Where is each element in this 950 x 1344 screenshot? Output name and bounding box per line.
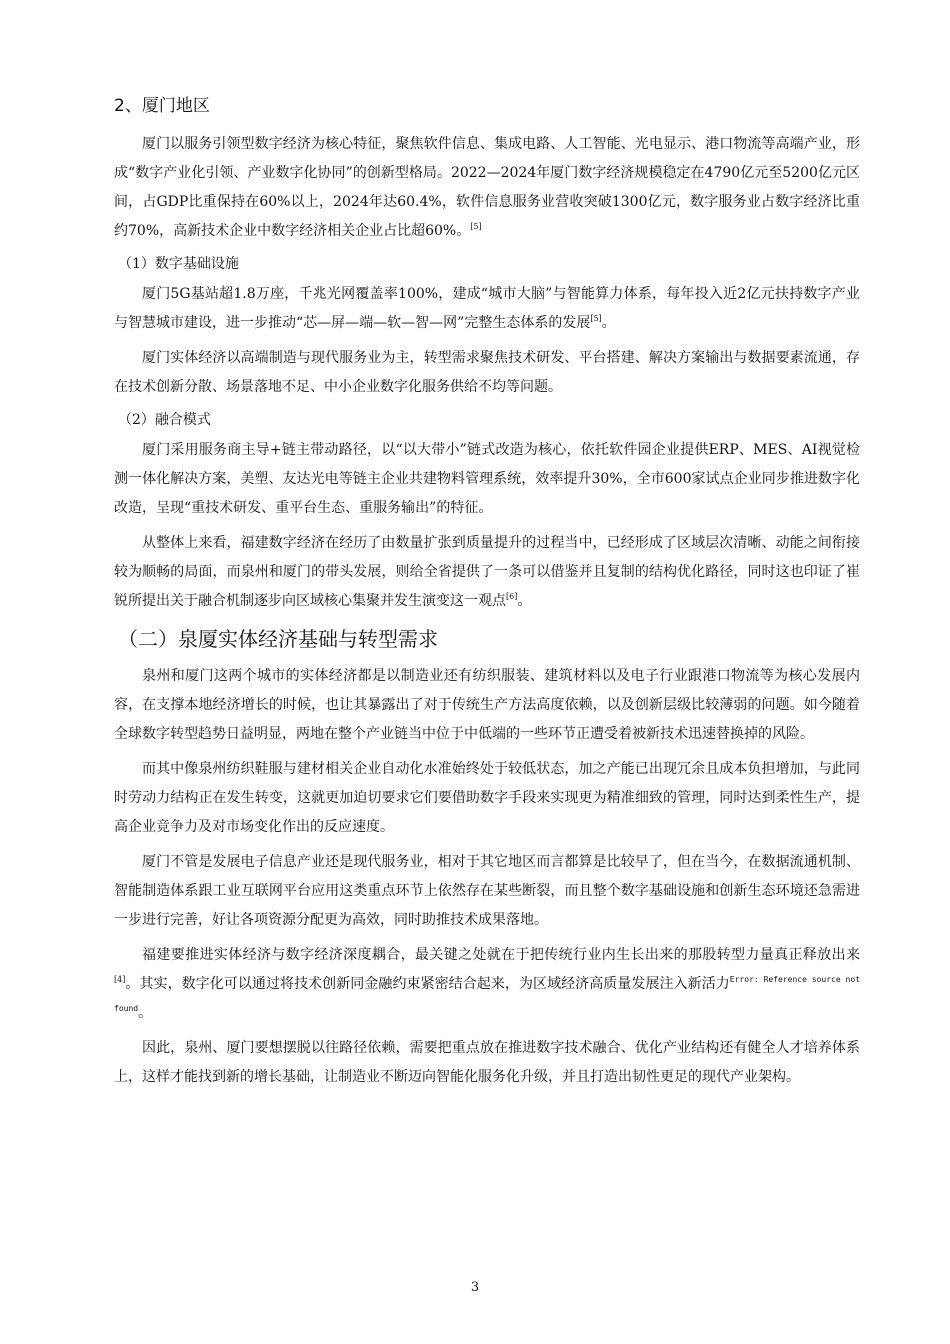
- citation-ref: [5]: [590, 314, 602, 323]
- section-heading-xiamen: 2、厦门地区: [114, 96, 210, 116]
- paragraph-end: 。: [138, 1005, 153, 1021]
- paragraph-integration-model: 厦门采用服务商主导+链主带动路径，以“以大带小”链式改造为核心，依托软件园企业提供ERP、MES、AI视觉检测一体化解决方案，美塑、友达光电等链主企业共建物料管理系统，效率提升30%，全市600家试点企业同步推进数字化改造，呈现“重技术研发、重平台生态、重服务输出”的特征。: [114, 442, 860, 516]
- paragraph-real-economy-base: 泉州和厦门这两个城市的实体经济都是以制造业还有纺织服装、建筑材料以及电子行业跟港口物流等为核心发展内容，在支撑本地经济增长的时候，也让其暴露出了对于传统生产方法高度依赖，以及创新层级比较薄弱的问题。如今随着全球数字转型趋势日益明显，两地在整个产业链当中位于中低端的一些环节正遭受着被新技术迅速替换掉的风险。: [114, 668, 860, 742]
- paragraph-transformation-needs: 厦门实体经济以高端制造与现代服务业为主，转型需求聚焦技术研发、平台搭建、解决方案输出与数据要素流通，存在技术创新分散、场景落地不足、中小企业数字化服务供给不均等问题。: [114, 350, 860, 395]
- paragraph-conclusion: 因此，泉州、厦门要想摆脱以往路径依赖，需要把重点放在推进数字技术融合、优化产业结构还有健全人才培养体系上，这样才能找到新的增长基础，让制造业不断迈向智能化服务化升级，并且打造出韧性更足的现代产业架构。: [114, 1040, 860, 1085]
- reference-error: Error: Reference source not found: [114, 975, 861, 1013]
- paragraph-xiamen-overview: [114, 130, 860, 246]
- subheading-integration-model: （2）融合模式: [118, 412, 211, 428]
- paragraph-xiamen-gaps: 厦门不管是发展电子信息产业还是现代服务业，相对于其它地区而言都算是比较早了，但在当今，在数据流通机制、智能制造体系跟工业互联网平台应用这类重点环节上依然存在某些断裂，而且整个数字基础设施和创新生态环境还急需进一步进行完善，好让各项资源分配更为高效，同时助推技术成果落地。: [114, 854, 860, 928]
- paragraph-infrastructure: [114, 280, 860, 338]
- page-number: 3: [470, 1280, 480, 1295]
- subheading-digital-infrastructure: （1）数字基础设施: [118, 256, 239, 272]
- paragraph-summary: [114, 529, 860, 616]
- paragraph-text: 福建要推进实体经济与数字经济深度耦合，最关键之处就在于把传统行业内生长出来的那股转型力量真正释放出来: [142, 947, 860, 963]
- paragraph-text: 厦门5G基站超1.8万座，千兆光网覆盖率100%，建成“城市大脑”与智能算力体系，每年投入近2亿元扶持数字产业与智慧城市建设，进一步推动“芯—屏—端—软—智—网”完整生态体系的发展: [114, 286, 860, 331]
- paragraph-text: 厦门以服务引领型数字经济为核心特征，聚焦软件信息、集成电路、人工智能、光电显示、港口物流等高端产业，形成“数字产业化引领、产业数字化协同”的创新型格局。2022—2024年厦门数字经济规模稳定在4790亿元至5200亿元区间，占GDP比重保持在60%以上，2024年达60.4%，软件信息服务业营收突破1300亿元，数字服务业占数字经济比重约70%，高新技术企业中数字经济相关企业占比超60%。: [114, 136, 860, 239]
- paragraph-end: 。: [601, 315, 616, 331]
- paragraph-text: 。其实，数字化可以通过将技术创新同金融约束紧密结合起来，为区域经济高质量发展注入新活力: [125, 976, 730, 992]
- page-content: [114, 92, 860, 1098]
- citation-ref: [4]: [114, 975, 126, 984]
- section-heading-real-economy: （二）泉厦实体经济基础与转型需求: [118, 627, 438, 651]
- citation-ref: [6]: [506, 592, 518, 601]
- paragraph-fujian-coupling: [114, 941, 860, 1028]
- paragraph-text: 从整体上来看，福建数字经济在经历了由数量扩张到质量提升的过程当中，已经形成了区域层次清晰、动能之间衔接较为顺畅的局面，而泉州和厦门的带头发展，则给全省提供了一条可以借鉴并且复制的结构优化路径，同时这也印证了崔锐所提出关于融合机制逐步向区域核心集聚并发生演变这一观点: [114, 535, 860, 609]
- paragraph-quanzhou-needs: 而其中像泉州纺织鞋服与建材相关企业自动化水准始终处于较低状态，加之产能已出现冗余且成本负担增加，与此同时劳动力结构正在发生转变，这就更加迫切要求它们要借助数字手段来实现更为精准细致的管理，同时达到柔性生产，提高企业竞争力及对市场变化作出的反应速度。: [114, 761, 860, 835]
- paragraph-end: 。: [517, 593, 532, 609]
- citation-ref: [5]: [470, 222, 482, 231]
